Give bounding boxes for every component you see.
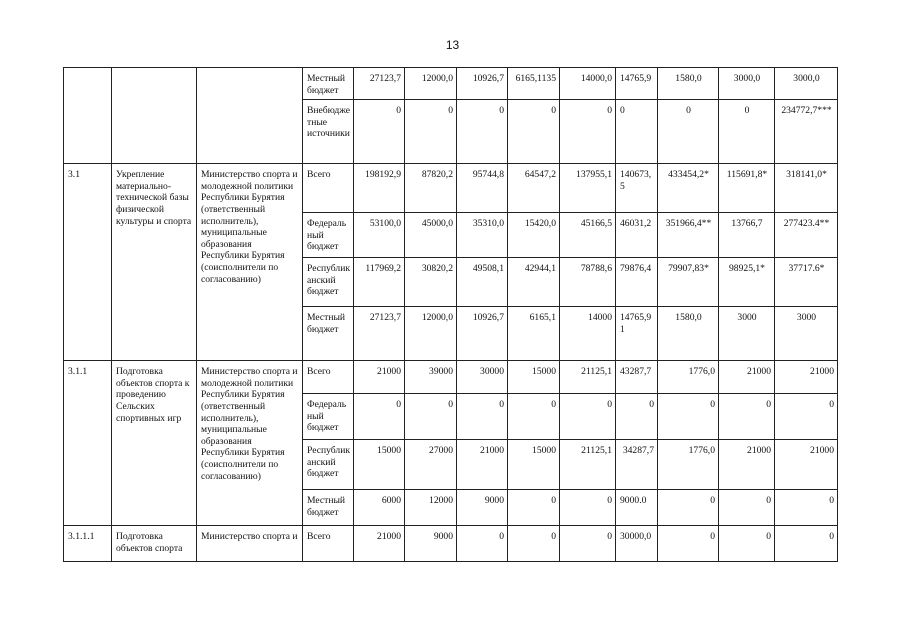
- value-cell: 0: [658, 100, 719, 164]
- measure-name-cell: Укрепление материально-технической базы физической культуры и спорта: [112, 164, 197, 361]
- value-cell: 87820,2: [405, 164, 457, 213]
- value-cell: 15000: [508, 440, 560, 490]
- value-cell: 137955,1: [560, 164, 616, 213]
- value-cell: 0: [616, 100, 658, 164]
- value-cell: 21000: [775, 361, 838, 394]
- value-cell: 1776,0: [658, 361, 719, 394]
- funding-source: Республиканский бюджет: [303, 258, 354, 307]
- value-cell: 9000.0: [616, 490, 658, 526]
- value-cell: 140673,5: [616, 164, 658, 213]
- value-cell: 12000,0: [405, 307, 457, 361]
- value-cell: 6165,1135: [508, 68, 560, 100]
- measure-code-cell: 3.1.1.1: [64, 526, 112, 562]
- value-cell: 15420,0: [508, 213, 560, 258]
- value-cell: 0: [616, 394, 658, 440]
- value-cell: 12000: [405, 490, 457, 526]
- value-cell: 21000: [354, 361, 405, 394]
- value-cell: 0: [775, 526, 838, 562]
- page-number: 13: [445, 38, 460, 52]
- value-cell: 0: [719, 526, 775, 562]
- funding-source: Местный бюджет: [303, 490, 354, 526]
- value-cell: 0: [658, 394, 719, 440]
- executor-cell: Министерство спорта и молодежной политики Республики Бурятия (ответственный исполнитель), муниципальные образования Республики Бурятия (соисполнители по согласованию): [197, 164, 303, 361]
- value-cell: 37717.6*: [775, 258, 838, 307]
- value-cell: 13766,7: [719, 213, 775, 258]
- value-cell: 15000: [508, 361, 560, 394]
- value-cell: 21125,1: [560, 361, 616, 394]
- measure-name-cell: Подготовка объектов спорта к проведению Сельских спортивных игр: [112, 361, 197, 526]
- value-cell: 45000,0: [405, 213, 457, 258]
- value-cell: 45166,5: [560, 213, 616, 258]
- measure-code-cell: [64, 68, 112, 164]
- funding-source: Всего: [303, 526, 354, 562]
- executor-cell: Министерство спорта и молодежной политики Республики Бурятия (ответственный исполнитель), муниципальные образования Республики Бурятия (соисполнители по согласованию): [197, 361, 303, 526]
- value-cell: 46031,2: [616, 213, 658, 258]
- value-cell: 34287,7: [616, 440, 658, 490]
- value-cell: 0: [775, 490, 838, 526]
- value-cell: 9000: [457, 490, 508, 526]
- value-cell: 6000: [354, 490, 405, 526]
- value-cell: 79876,4: [616, 258, 658, 307]
- measure-code-cell: 3.1: [64, 164, 112, 361]
- value-cell: 10926,7: [457, 68, 508, 100]
- value-cell: 1580,0: [658, 68, 719, 100]
- value-cell: 0: [775, 394, 838, 440]
- table-row: [64, 526, 838, 562]
- value-cell: 10926,7: [457, 307, 508, 361]
- value-cell: 0: [457, 394, 508, 440]
- executor-cell: [197, 68, 303, 164]
- value-cell: 0: [560, 490, 616, 526]
- value-cell: 35310,0: [457, 213, 508, 258]
- value-cell: 27123,7: [354, 68, 405, 100]
- value-cell: 1580,0: [658, 307, 719, 361]
- value-cell: 30000: [457, 361, 508, 394]
- value-cell: 78788,6: [560, 258, 616, 307]
- value-cell: 1776,0: [658, 440, 719, 490]
- value-cell: 3000,0: [775, 68, 838, 100]
- value-cell: 0: [508, 526, 560, 562]
- table-row: [64, 361, 838, 394]
- funding-source: Федеральный бюджет: [303, 394, 354, 440]
- funding-source: Всего: [303, 164, 354, 213]
- value-cell: 198192,9: [354, 164, 405, 213]
- value-cell: 3000: [719, 307, 775, 361]
- measure-code-cell: 3.1.1: [64, 361, 112, 526]
- value-cell: 0: [405, 100, 457, 164]
- value-cell: 0: [354, 394, 405, 440]
- value-cell: 64547,2: [508, 164, 560, 213]
- value-cell: 277423.4**: [775, 213, 838, 258]
- funding-source: Местный бюджет: [303, 68, 354, 100]
- funding-source: Внебюджетные источники: [303, 100, 354, 164]
- value-cell: 12000,0: [405, 68, 457, 100]
- value-cell: 95744,8: [457, 164, 508, 213]
- funding-source: Федеральный бюджет: [303, 213, 354, 258]
- value-cell: 6165,1: [508, 307, 560, 361]
- measure-name-cell: [112, 68, 197, 164]
- funding-source: Республиканский бюджет: [303, 440, 354, 490]
- value-cell: 30000,0: [616, 526, 658, 562]
- value-cell: 14000,0: [560, 68, 616, 100]
- value-cell: 27000: [405, 440, 457, 490]
- value-cell: 0: [508, 100, 560, 164]
- value-cell: 49508,1: [457, 258, 508, 307]
- value-cell: 351966,4**: [658, 213, 719, 258]
- value-cell: 79907,83*: [658, 258, 719, 307]
- funding-source: Местный бюджет: [303, 307, 354, 361]
- value-cell: 21000: [457, 440, 508, 490]
- budget-table: [63, 67, 838, 562]
- value-cell: 14000: [560, 307, 616, 361]
- value-cell: 21125,1: [560, 440, 616, 490]
- value-cell: 43287,7: [616, 361, 658, 394]
- value-cell: 30820,2: [405, 258, 457, 307]
- value-cell: 3000: [775, 307, 838, 361]
- executor-cell: Министерство спорта и: [197, 526, 303, 562]
- value-cell: 0: [719, 394, 775, 440]
- value-cell: 9000: [405, 526, 457, 562]
- value-cell: 0: [508, 490, 560, 526]
- value-cell: 27123,7: [354, 307, 405, 361]
- value-cell: 0: [354, 100, 405, 164]
- value-cell: 21000: [719, 440, 775, 490]
- value-cell: 98925,1*: [719, 258, 775, 307]
- funding-source: Всего: [303, 361, 354, 394]
- value-cell: 14765,91: [616, 307, 658, 361]
- table-row: [64, 68, 838, 100]
- value-cell: 0: [658, 490, 719, 526]
- value-cell: 318141,0*: [775, 164, 838, 213]
- value-cell: 0: [560, 394, 616, 440]
- value-cell: 21000: [719, 361, 775, 394]
- value-cell: 0: [405, 394, 457, 440]
- value-cell: 433454,2*: [658, 164, 719, 213]
- measure-name-cell: Подготовка объектов спорта: [112, 526, 197, 562]
- value-cell: 0: [719, 100, 775, 164]
- value-cell: 0: [508, 394, 560, 440]
- value-cell: 3000,0: [719, 68, 775, 100]
- table-row: [64, 164, 838, 213]
- value-cell: 0: [560, 526, 616, 562]
- value-cell: 14765,9: [616, 68, 658, 100]
- value-cell: 0: [457, 526, 508, 562]
- value-cell: 115691,8*: [719, 164, 775, 213]
- value-cell: 39000: [405, 361, 457, 394]
- value-cell: 42944,1: [508, 258, 560, 307]
- value-cell: 21000: [354, 526, 405, 562]
- value-cell: 15000: [354, 440, 405, 490]
- value-cell: 234772,7***: [775, 100, 838, 164]
- value-cell: 0: [560, 100, 616, 164]
- value-cell: 117969,2: [354, 258, 405, 307]
- value-cell: 0: [719, 490, 775, 526]
- value-cell: 0: [457, 100, 508, 164]
- value-cell: 53100,0: [354, 213, 405, 258]
- value-cell: 21000: [775, 440, 838, 490]
- value-cell: 0: [658, 526, 719, 562]
